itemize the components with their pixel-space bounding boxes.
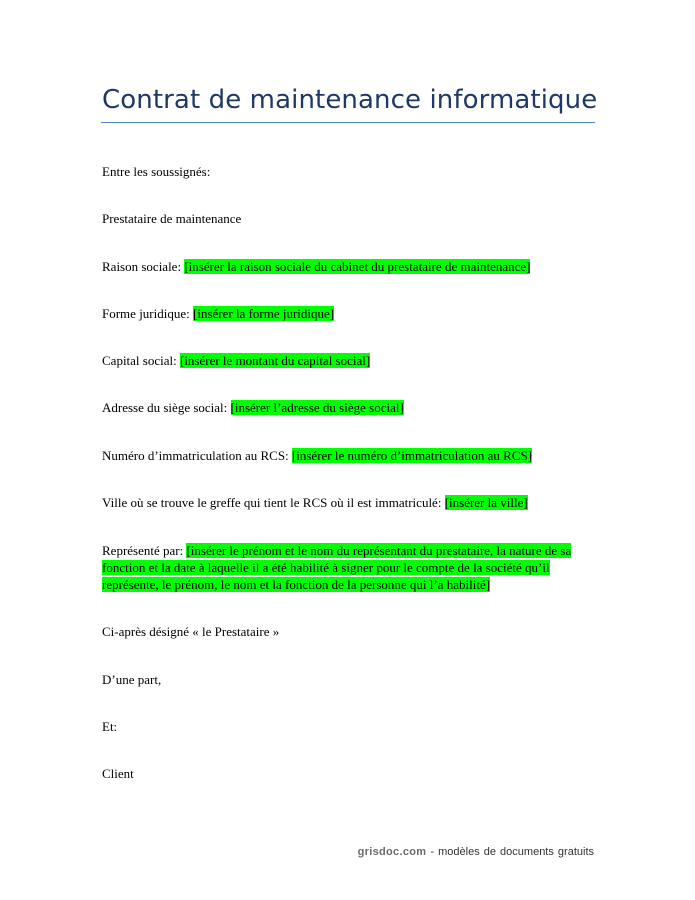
- field-represente-par: [102, 542, 602, 593]
- field-label: Ville où se trouve le greffe qui tient le RCS où il est immatriculé:: [102, 495, 445, 510]
- field-label: Représenté par:: [102, 543, 187, 558]
- field-label: Capital social:: [102, 353, 180, 368]
- footer-tagline: - modèles de documents gratuits: [426, 846, 594, 858]
- field-numero-rcs: [102, 447, 594, 464]
- field-placeholder[interactable]: [insérer la ville]: [444, 495, 528, 510]
- field-placeholder[interactable]: [insérer le numéro d’immatriculation au RCS]: [291, 448, 532, 463]
- represented-line-3: [102, 576, 602, 593]
- provider-heading: Prestataire de maintenance: [102, 211, 242, 226]
- title-underline: [101, 122, 595, 123]
- field-capital-social: [102, 352, 594, 369]
- field-placeholder[interactable]: [insérer l’adresse du siège social]: [230, 400, 404, 415]
- field-label: Adresse du siège social:: [102, 400, 231, 415]
- field-label: Numéro d’immatriculation au RCS:: [102, 448, 292, 463]
- and-text: Et:: [102, 719, 118, 734]
- field-forme-juridique: [102, 305, 594, 322]
- field-placeholder-line[interactable]: [insérer le prénom et le nom du représentant du prestataire, la nature de sa: [186, 543, 572, 558]
- field-label: Raison sociale:: [102, 259, 185, 274]
- footer-credit: [358, 846, 594, 858]
- designation-text: Ci-après désigné « le Prestataire »: [102, 624, 280, 639]
- field-placeholder[interactable]: [insérer le montant du capital social]: [179, 353, 371, 368]
- field-label: Forme juridique:: [102, 306, 193, 321]
- field-raison-sociale: [102, 258, 594, 275]
- field-placeholder-line[interactable]: fonction et la date à laquelle il a été habilité à signer pour le compte de la société qu’il: [102, 560, 550, 575]
- field-adresse-siege: [102, 399, 594, 416]
- field-placeholder[interactable]: [insérer la forme juridique]: [193, 306, 335, 321]
- field-placeholder-line[interactable]: représente, le prénom, le nom et la fonction de la personne qui l’a habilité]: [102, 577, 491, 592]
- field-placeholder[interactable]: [insérer la raison sociale du cabinet du prestataire de maintenance]: [184, 259, 531, 274]
- document-title: Contrat de maintenance informatique: [102, 85, 598, 115]
- footer-brand-link[interactable]: grisdoc.com: [357, 846, 427, 858]
- field-ville-greffe: [102, 494, 594, 511]
- intro-text: Entre les soussignés:: [102, 164, 211, 179]
- represented-line-1: [102, 542, 602, 559]
- client-heading: Client: [102, 766, 134, 781]
- represented-line-2: [102, 559, 602, 576]
- part-text: D’une part,: [102, 672, 162, 687]
